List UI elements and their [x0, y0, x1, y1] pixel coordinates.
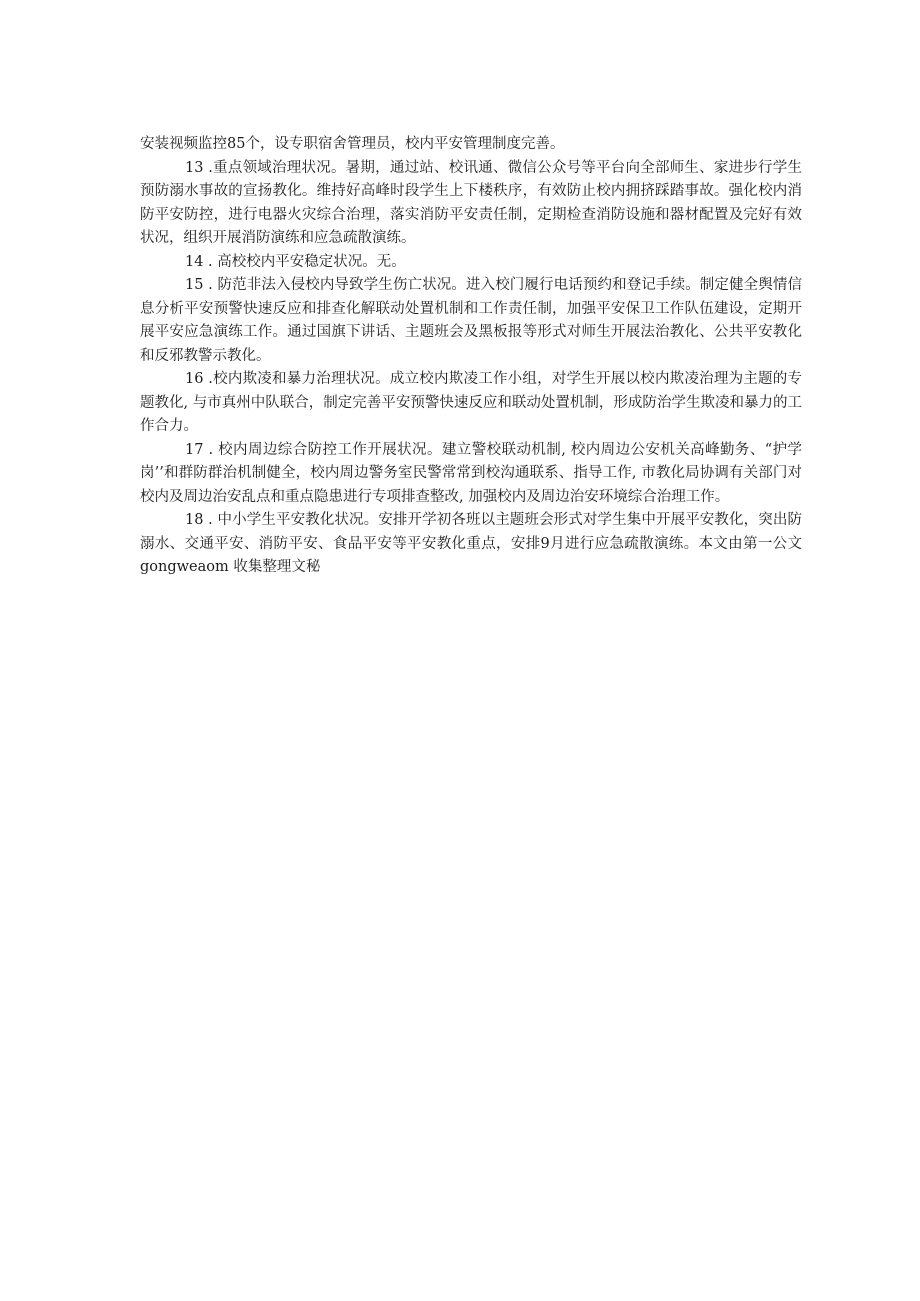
paragraph-item-14: 14 . 高校校内平安稳定状况。无。 [185, 253, 406, 270]
paragraph-item-16: 16 .校内欺凌和暴力治理状况。成立校内欺凌工作小组，对学生开展以校内欺凌治理为主题的专题教化, 与市真州中队联合，制定完善平安预警快速反应和联动处置机制，形成防治学生欺凌和暴力的工作合力。 [140, 371, 802, 434]
document-body [140, 133, 802, 580]
paragraph-item-15: 15 . 防范非法入侵校内导致学生伤亡状况。进入校门履行电话预约和登记手续。制定健全舆情信息分析平安预警快速反应和排查化解联动处置机制和工作责任制，加强平安保卫工作队伍建设，定期开展平安应急演练工作。通过国旗下讲话、主题班会及黑板报等形式对师生开展法治教化、公共平安教化和反邪教警示教化。 [140, 277, 802, 364]
paragraph-item-17: 17 . 校内周边综合防控工作开展状况。建立警校联动机制, 校内周边公安机关高峰勤务、“护学岗’’和群防群治机制健全，校内周边警务室民警常常到校沟通联系、指导工作, 市教化局协调有关部门对校内及周边治安乱点和重点隐患进行专项排查整改, 加强校内及周边治安环境综合治理工作。 [140, 441, 802, 505]
paragraph-item-13: 13 .重点领域治理状况。暑期，通过站、校讯通、微信公众号等平台向全部师生、家进步行学生预防溺水事故的宣扬教化。维持好高峰时段学生上下楼秩序，有效防止校内拥挤踩踏事故。强化校内消防平安防控，进行电器火灾综合治理，落实消防平安责任制，定期检查消防设施和器材配置及完好有效状况，组织开展消防演练和应急疏散演练。 [140, 159, 802, 246]
paragraph-continuation: 安装视频监控85个，设专职宿舍管理员，校内平安管理制度完善。 [140, 136, 565, 152]
paragraph-item-18: 18 . 中小学生平安教化状况。安排开学初各班以主题班会形式对学生集中开展平安教化，突出防溺水、交通平安、消防平安、食品平安等平安教化重点，安排9月进行应急疏散演练。本文由第一公文 gongweaom 收集整理文秘 [140, 512, 802, 575]
